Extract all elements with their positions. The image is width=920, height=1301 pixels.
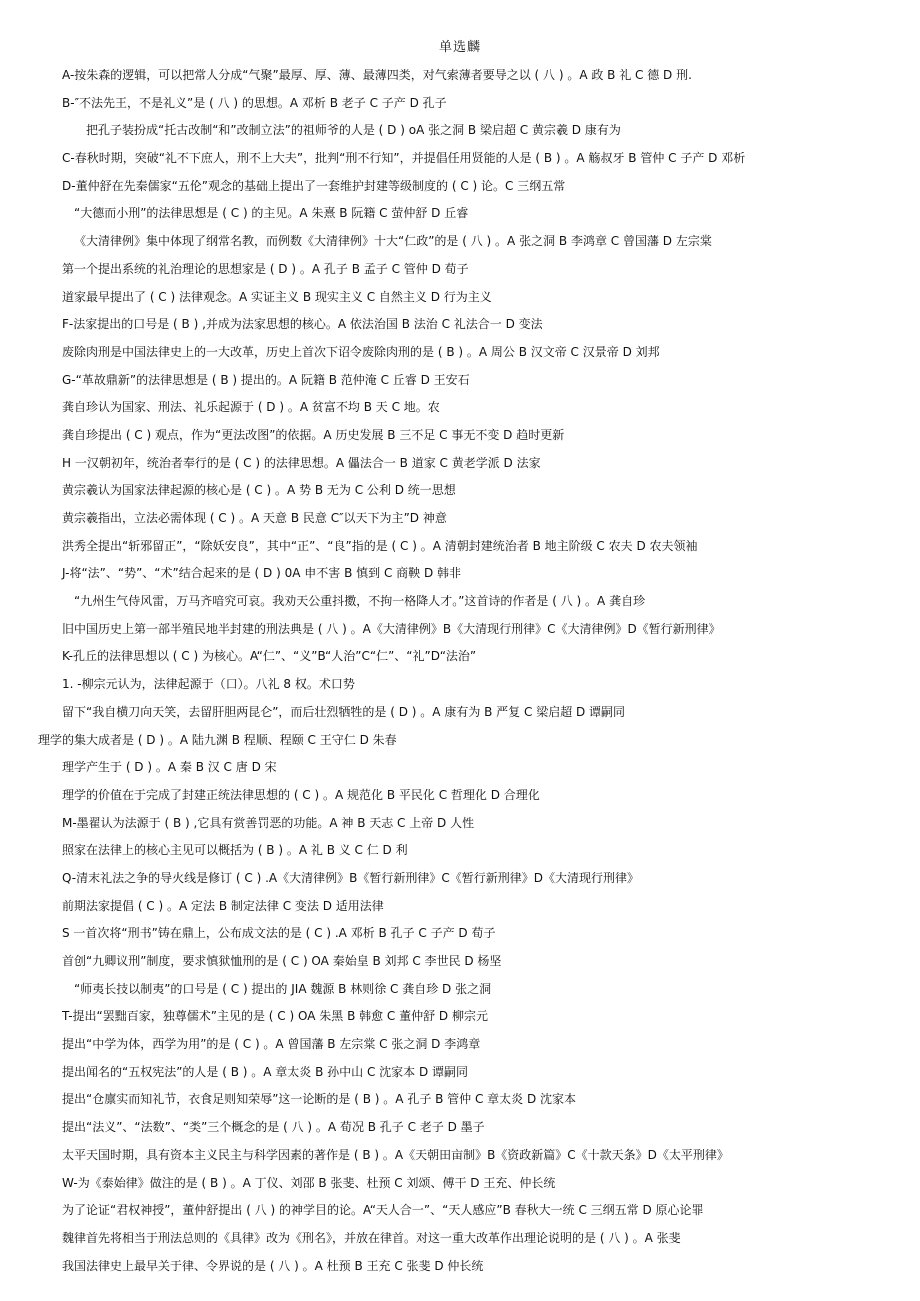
question-text: 龚自珍提出 ( C ) 观点，作为“更法改图”的依据。A 历史发展 B 三不足 C 事无不变 D 趋时更新 xyxy=(62,427,565,442)
question-text: 龚自珍认为国家、刑法、礼乐起源于 ( D ) 。A 贫富不均 B 天 C 地。农 xyxy=(62,400,440,415)
question-text: 黄宗羲认为国家法律起源的核心是 ( C ) 。A 势 B 无为 C 公利 D 统一思想 xyxy=(62,483,456,498)
question-text: F-法家提出的口号是 ( B ) ,并成为法家思想的核心。A 依法治国 B 法治 C 礼法合一 D 变法 xyxy=(62,317,543,332)
question-line xyxy=(0,117,920,145)
question-line xyxy=(0,754,920,782)
question-text: M-墨翟认为法源于 ( B ) ,它具有赏善罚恶的功能。A 神 B 天志 C 上帝 D 人性 xyxy=(62,815,475,830)
question-line xyxy=(0,1114,920,1142)
question-line xyxy=(0,948,920,976)
question-text: 黄宗羲指出，立法必需体现 ( C ) 。A 天意 B 民意 C″以天下为主”D 神意 xyxy=(62,511,447,525)
question-line xyxy=(0,893,920,921)
question-text: 提出“仓廪实而知礼节，衣食足则知荣辱”这一论断的是 ( B ) 。A 孔子 B 管仲 C 章太炎 D 沈家本 xyxy=(62,1092,577,1107)
question-line xyxy=(0,284,920,312)
question-text: 废除肉刑是中国法律史上的一大改革，历史上首次下诏令废除肉刑的是 ( B ) 。A 周公 B 汉文帝 C 汉景帝 D 刘邦 xyxy=(62,344,660,359)
question-line xyxy=(0,367,920,395)
question-line xyxy=(0,256,920,284)
page-title: 单选麟 xyxy=(438,40,481,55)
question-line xyxy=(0,837,920,865)
question-line xyxy=(0,1031,920,1059)
question-line xyxy=(0,450,920,478)
question-text: K-孔丘的法律思想以 ( C ) 为核心。A“仁”、“义”B“人治”C“仁”、“礼”D“法治” xyxy=(62,649,477,664)
question-text: “师夷长技以制夷”的口号是 ( C ) 提出的 JIA 魏源 B 林则徐 C 龚自珍 D 张之洞 xyxy=(74,981,492,996)
question-text: 道家最早提出了 ( C ) 法律观念。A 实证主义 B 现实主义 C 自然主义 D 行为主义 xyxy=(62,289,492,304)
question-text: H 一汉朝初年，统治者奉行的是 ( C ) 的法律思想。A 儡法合一 B 道家 C 黄老学派 D 法家 xyxy=(62,455,541,470)
question-list xyxy=(0,62,920,1280)
question-line xyxy=(0,1142,920,1170)
question-text: “大德而小刑”的法律思想是 ( C ) 的主见。A 朱熹 B 阮籍 C 萤仲舒 D 丘睿 xyxy=(74,206,469,221)
question-text: 理学的价值在于完成了封建正统法律思想的 ( C ) 。A 规范化 B 平民化 C 哲理化 D 合理化 xyxy=(62,787,540,802)
question-text: 理学产生于 ( D ) 。A 秦 B 汉 C 唐 D 宋 xyxy=(62,760,277,775)
question-text: J-将“法”、“势”、“术”结合起来的是 ( D ) 0A 申不害 B 慎到 C 商鞅 D 韩非 xyxy=(62,566,462,581)
question-line xyxy=(0,477,920,505)
question-text: 我国法律史上最早关于律、令界说的是 ( 八 ) 。A 杜预 B 王充 C 张斐 D 仲长统 xyxy=(62,1258,484,1273)
question-text: 理学的集大成者是 ( D ) 。A 陆九渊 B 程顺、程颐 C 王守仁 D 朱春 xyxy=(38,732,397,747)
question-line xyxy=(0,1086,920,1114)
question-line xyxy=(0,727,920,755)
question-text: S 一首次将“刑书”铸在鼎上，公布成文法的是 ( C ) .A 邓析 B 孔子 C 子产 D 荀子 xyxy=(62,926,496,941)
question-line xyxy=(0,533,920,561)
question-text: 提出“中学为体，西学为用”的是 ( C ) 。A 曾国藩 B 左宗棠 C 张之洞 D 李鸿章 xyxy=(62,1037,481,1052)
question-line xyxy=(0,1059,920,1087)
question-line xyxy=(0,1253,920,1281)
question-text: 洪秀全提出“斩邪留正”，“除妖安良”，其中“正”、“良”指的是 ( C ) 。A 清朝封建统治者 B 地主阶级 C 农夫 D 农夫领袖 xyxy=(62,538,698,553)
question-line xyxy=(0,394,920,422)
question-line xyxy=(0,145,920,173)
question-line xyxy=(0,422,920,450)
question-line xyxy=(0,228,920,256)
question-text: 提出“法义”、“法数”、“类”三个概念的是 ( 八 ) 。A 荀况 B 孔子 C 老子 D 墨子 xyxy=(62,1120,485,1135)
question-text: T-提出“罢黜百家，独尊儒术”主见的是 ( C ) OA 朱黑 B 韩愈 C 董仲舒 D 柳宗元 xyxy=(62,1009,488,1024)
question-line xyxy=(0,976,920,1004)
question-line xyxy=(0,1003,920,1031)
question-line xyxy=(0,920,920,948)
question-line xyxy=(0,339,920,367)
question-line xyxy=(0,311,920,339)
question-text: 留下“我自横刀向天笑，去留肝胆两昆仑”，而后壮烈牺牲的是 ( D ) 。A 康有为 B 严复 C 梁启超 D 谭嗣同 xyxy=(62,704,626,719)
question-line xyxy=(0,200,920,228)
question-line xyxy=(0,588,920,616)
question-line xyxy=(0,782,920,810)
question-line xyxy=(0,643,920,671)
question-text: A-按朱森的逻辑，可以把常人分成“气聚”最厚、厚、薄、最薄四类，对气索薄者要导之以 ( 八 ) 。A 政 B 礼 C 德 D 刑. xyxy=(62,68,692,82)
question-text: B-″不法先王，不是礼义”是 ( 八 ) 的思想。A 邓析 B 老子 C 子产 D 孔子 xyxy=(62,95,447,110)
question-text: C-春秋时期，突破“礼不下庶人，刑不上大夫”，批判“刑不行知”，并提倡任用贤能的人是 ( B ) 。A 觞叔牙 B 管仲 C 子产 D 邓析 xyxy=(62,151,746,166)
question-line xyxy=(0,699,920,727)
question-text: G-“革故鼎新”的法律思想是 ( B ) 提出的。A 阮籍 B 范仲淹 C 丘睿 D 王安石 xyxy=(62,372,470,387)
question-text: 提出闻名的“五权宪法”的人是 ( B ) 。A 章太炎 B 孙中山 C 沈家本 D 谭嗣同 xyxy=(62,1064,469,1079)
question-text: W-为《泰始律》做注的是 ( B ) 。A 丁仪、刘邵 B 张斐、杜预 C 刘颂、傅干 D 王充、仲长统 xyxy=(62,1175,556,1190)
question-line xyxy=(0,505,920,533)
question-text: 为了论证“君权神授”，董仲舒提出 ( 八 ) 的神学目的论。A“天人合一”、“天人感应”B 春秋大一统 C 三纲五常 D 原心论罪 xyxy=(62,1203,704,1218)
question-text: “九州生气侍风雷，万马齐喑究可哀。我劝天公重抖擞，不拘一格降人才。”这首诗的作者是 ( 八 ) 。A 龚自珍 xyxy=(74,594,646,609)
question-text: 旧中国历史上第一部半殖民地半封建的刑法典是 ( 八 ) 。A《大清律例》B《大清现行刑律》C《大清律例》D《暂行新刑律》 xyxy=(62,621,721,636)
question-text: 《大清律例》集中体现了纲常名教，而例数《大清律例》十大“仁政”的是 ( 八 ) 。A 张之洞 B 李鸿章 C 曾国藩 D 左宗棠 xyxy=(74,234,712,249)
question-text: 太平天国时期，具有资本主义民主与科学因素的著作是 ( B ) 。A《天朝田亩制》B《资政新篇》C《十款天条》D《太平刑律》 xyxy=(62,1147,729,1162)
question-line xyxy=(0,671,920,699)
question-text: 第一个提出系统的礼治理论的思想家是 ( D ) 。A 孔子 B 孟子 C 管仲 D 荀子 xyxy=(62,261,469,276)
question-line xyxy=(0,90,920,118)
question-line xyxy=(0,616,920,644)
question-text: 首创“九卿议刑”制度，要求慎狱恤刑的是 ( C ) OA 秦始皇 B 刘邦 C 李世民 D 杨坚 xyxy=(62,954,502,968)
question-text: Q-清末礼法之争的导火线是修订 ( C ) .A《大清律例》B《暂行新刑律》C《暂行新刑律》D《大清现行刑律》 xyxy=(62,870,639,885)
question-line xyxy=(0,1225,920,1253)
question-text: 前期法家提倡 ( C ) 。A 定法 B 制定法律 C 变法 D 适用法律 xyxy=(62,898,384,913)
question-line xyxy=(0,62,920,90)
question-line xyxy=(0,173,920,201)
question-text: 把孔子装扮成“托古改制“和”改制立法”的祖师爷的人是 ( D ) oA 张之洞 B 梁启超 C 黄宗羲 D 康有为 xyxy=(86,123,621,138)
question-line xyxy=(0,1197,920,1225)
question-text: D-董仲舒在先秦儒家“五伦”观念的基础上提出了一套维护封建等级制度的 ( C ) 论。C 三纲五常 xyxy=(62,178,566,193)
question-line xyxy=(0,1170,920,1198)
question-line xyxy=(0,560,920,588)
question-line xyxy=(0,865,920,893)
question-text: 魏律首先将相当于刑法总则的《具律》改为《刑名》，并放在律首。对这一重大改革作出理论说明的是 ( 八 ) 。A 张斐 xyxy=(62,1230,681,1245)
question-text: 1. -柳宗元认为，法律起源于（口）。八礼 8 权。术口势 xyxy=(62,677,355,692)
question-text: 照家在法律上的核心主见可以概括为 ( B ) 。A 礼 B 义 C 仁 D 利 xyxy=(62,843,408,858)
question-line xyxy=(0,810,920,838)
